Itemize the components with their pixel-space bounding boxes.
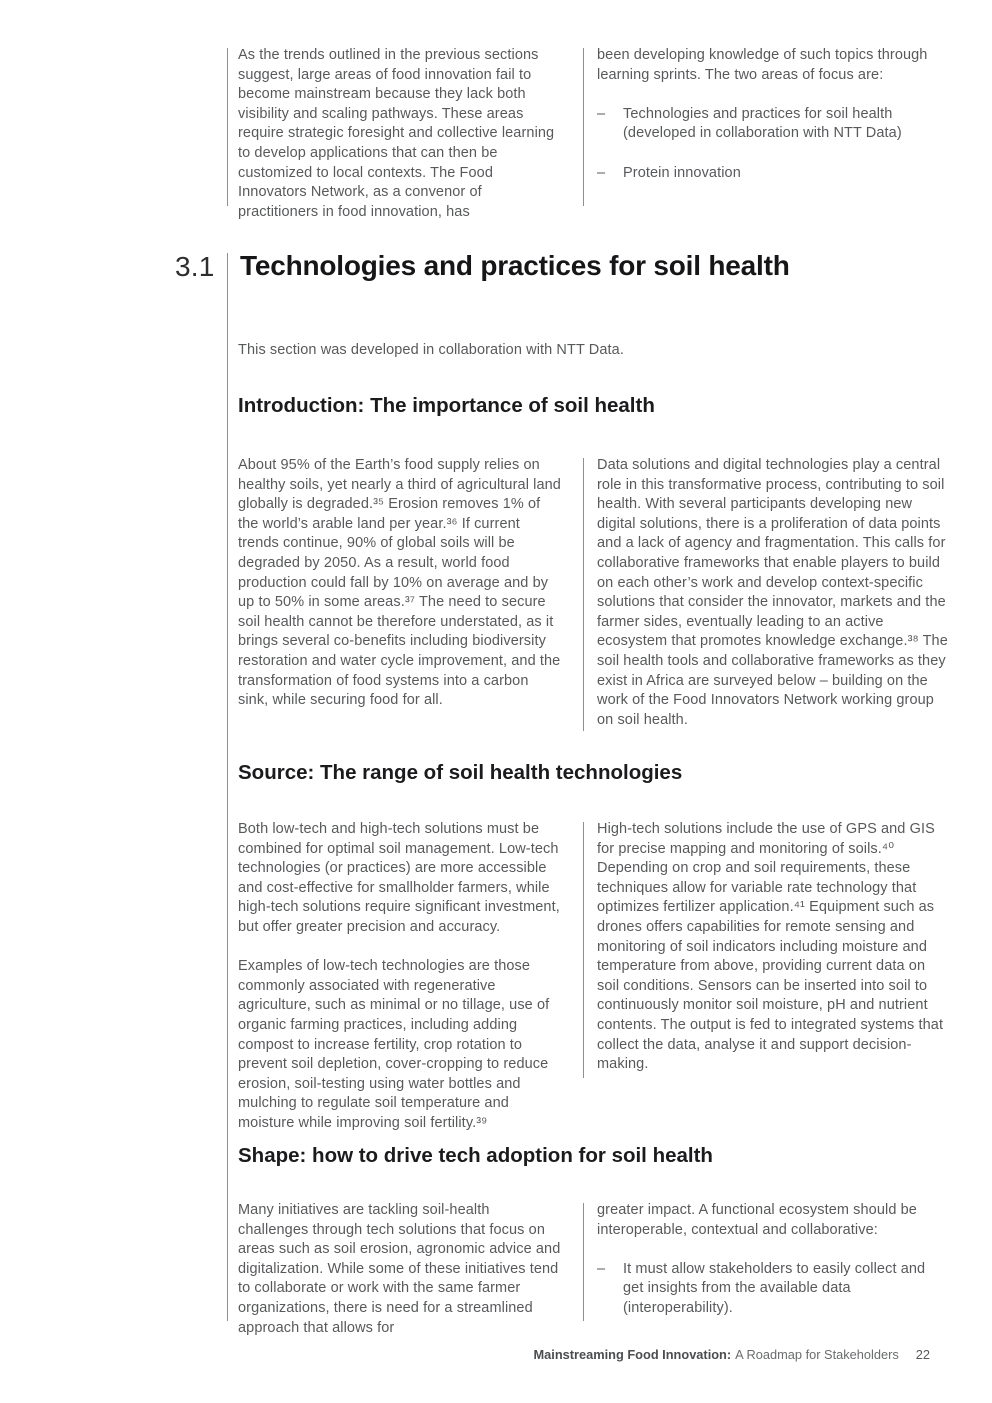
introduction-heading: Introduction: The importance of soil health [238, 394, 655, 417]
footer-report-title: Mainstreaming Food Innovation: [533, 1347, 732, 1362]
shape-right-column [597, 1201, 949, 1319]
section-left-rule [227, 253, 228, 1321]
section-number: 3.1 [175, 251, 215, 282]
introduction-right-paragraph: Data solutions and digital technologies play a central role in this transformative process, contributing to soil health. With several participants developing new digital solutions, there is a proliferation of data points and a lack of agency and fragmentation. This calls for collaborative frameworks that enable players to build on each other’s work and develop context-specific solutions that consider the innovator, markets and the farmer sides, eventually leading to an active ecosystem that promotes knowledge exchange.³⁸ The soil health tools and collaborative frameworks as they exist in Africa are surveyed below – building on the work of the Food Innovators Network working group on soil health. [597, 457, 948, 728]
section-note: This section was developed in collaboration with NTT Data. [238, 342, 624, 358]
source-heading: Source: The range of soil health technologies [238, 761, 683, 784]
shape-column-divider-rule [583, 1203, 584, 1321]
list-item [597, 1260, 949, 1319]
shape-right-paragraph: greater impact. A functional ecosystem should be interoperable, contextual and collaborative: [597, 1202, 917, 1238]
source-left-column [238, 820, 562, 1134]
shape-heading: Shape: how to drive tech adoption for soil health [238, 1144, 713, 1167]
top-right-column [597, 46, 949, 183]
section-title: Technologies and practices for soil health [240, 250, 790, 281]
list-item-text: It must allow stakeholders to easily collect and get insights from the available data (interoperability). [623, 1260, 926, 1316]
page-footer [0, 1347, 930, 1363]
dash-bullet-marker: – [597, 1260, 606, 1277]
list-item-text: Protein innovation [623, 164, 741, 181]
source-left-paragraph-2: Examples of low-tech technologies are those commonly associated with regenerative agriculture, such as minimal or no tillage, use of organic farming practices, including adding compost to increase fertility, crop rotation to prevent soil depletion, cover-cropping to reduce erosion, soil-testing using water bottles and mulching to regulate soil temperature and moisture while improving soil fertility.³⁹ [238, 958, 550, 1131]
list-item [597, 164, 949, 184]
top-left-column-rule [227, 48, 228, 206]
list-item-text: Technologies and practices for soil health (developed in collaboration with NTT Data) [623, 105, 902, 142]
source-right-paragraph: High-tech solutions include the use of GPS and GIS for precise mapping and monitoring of soils.⁴⁰ Depending on crop and soil requirements, these techniques allow for variable rate technology that optimizes fertilizer application.⁴¹ Equipment such as drones offers capabilities for remote sensing and monitoring of soil indicators including moisture and temperature from above, providing current data on soil conditions. Sensors can be inserted into soil to continuously monitor soil moisture, pH and nutrient contents. The output is fed to integrated systems that collect the data, analyse it and support decision-making. [597, 821, 944, 1073]
shape-left-paragraph: Many initiatives are tackling soil-health challenges through tech solutions that focus on areas such as soil erosion, agronomic advice and digitalization. While some of these initiatives tend to collaborate or work with the same farmer organizations, there is need for a streamlined approach that allows for [238, 1202, 561, 1336]
introduction-column-divider-rule [583, 458, 584, 731]
source-left-paragraph-1: Both low-tech and high-tech solutions must be combined for optimal soil management. Low-tech technologies (or practices) are more accessible and cost-effective for smallholder farmers, while high-tech solutions require significant investment, but offer greater precision and accuracy. [238, 821, 560, 935]
footer-report-subtitle: A Roadmap for Stakeholders [735, 1347, 899, 1362]
dash-bullet-marker: – [597, 105, 606, 122]
top-left-paragraph: As the trends outlined in the previous sections suggest, large areas of food innovation fail to become mainstream because they lack both visibility and scaling pathways. These areas require strategic foresight and collective learning to develop applications that can then be customized to local contexts. The Food Innovators Network, as a convenor of practitioners in food innovation, has [238, 47, 555, 220]
introduction-left-paragraph: About 95% of the Earth’s food supply relies on healthy soils, yet nearly a third of agricultural land globally is degraded.³⁵ Erosion removes 1% of the world’s arable land per year.³⁶ If current trends continue, 90% of global soils will be degraded by 2050. As a result, world food production could fall by 10% on average and by up to 50% in some areas.³⁷ The need to secure soil health cannot be therefore understated, as it brings several co-benefits including biodiversity restoration and water cycle improvement, and the transformation of food systems into a carbon sink, while securing food for all. [238, 457, 561, 709]
top-column-divider-rule [583, 48, 584, 206]
list-item [597, 105, 949, 144]
page-number: 22 [915, 1347, 930, 1362]
dash-bullet-marker: – [597, 164, 606, 181]
top-right-paragraph: been developing knowledge of such topics through learning sprints. The two areas of focus are: [597, 47, 928, 83]
source-column-divider-rule [583, 822, 584, 1078]
